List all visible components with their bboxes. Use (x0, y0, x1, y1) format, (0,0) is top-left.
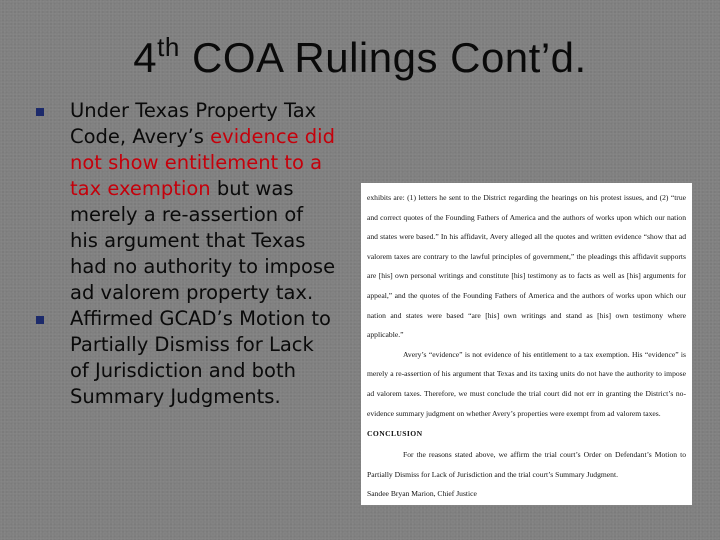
court-opinion-excerpt (361, 183, 692, 505)
bullet-text-highlight: evidence did not show entitlement to a tax exemption (70, 125, 335, 200)
bullet-text-after: but was merely a re-assertion of his argument that Texas had no authority to impose ad valorem property tax. (70, 177, 336, 304)
title-number: 4 (133, 34, 158, 81)
excerpt-paragraph-conclusion: For the reasons stated above, we affirm the trial court’s Order on Defendant’s Motion to Partially Dismiss for Lack of Jurisdiction and the trial court’s Summary Judgment. (367, 450, 686, 479)
bullet-item-affirmed (36, 306, 336, 410)
bullet-item-tax-code (36, 98, 336, 306)
square-bullet-icon (36, 108, 44, 116)
excerpt-paragraph-evidence: Avery’s “evidence” is not evidence of his entitlement to a tax exemption. His “evidence” is merely a re-assertion of his argument that Texas and its taxing units do not have the authority to impose ad valorem taxes. Therefore, we must conclude the trial court did not err in granting the District’s no-evidence summary judgment on whether Avery’s properties were exempt from ad valorem taxes. (367, 349, 686, 418)
title-superscript: th (157, 32, 180, 62)
excerpt-heading-conclusion: CONCLUSION (367, 429, 423, 439)
excerpt-signature: Sandee Bryan Marion, Chief Justice (367, 489, 477, 499)
excerpt-paragraph-exhibits: exhibits are: (1) letters he sent to the District regarding the hearings on his protest issues, and (2) “true and correct quotes of the Founding Fathers of America and the authors of works upon which our nation and states were based.” In his affidavit, Avery alleged all the quotes and written evidence “show that ad valorem taxes are contrary to the lawful principles of government,” the pleadings this affidavit supports are [his] own personal writings and constitute [his] testimony as to facts as well as [his] arguments for appeal,” and the quotes of the Founding Fathers of America and the authors of works upon which our nation and states were based “are [his] own writings and stand as [his] own testimony where applicable.” (367, 193, 686, 340)
bullet-text-before: Under Texas Property Tax Code, Avery’s (70, 99, 317, 148)
title-text: COA Rulings Cont’d. (179, 34, 587, 81)
bullet-text: Affirmed GCAD’s Motion to Partially Dismiss for Lack of Jurisdiction and both Summary Judgments. (70, 307, 331, 408)
bullet-list (36, 98, 336, 410)
slide-title (0, 34, 720, 82)
square-bullet-icon (36, 316, 44, 324)
